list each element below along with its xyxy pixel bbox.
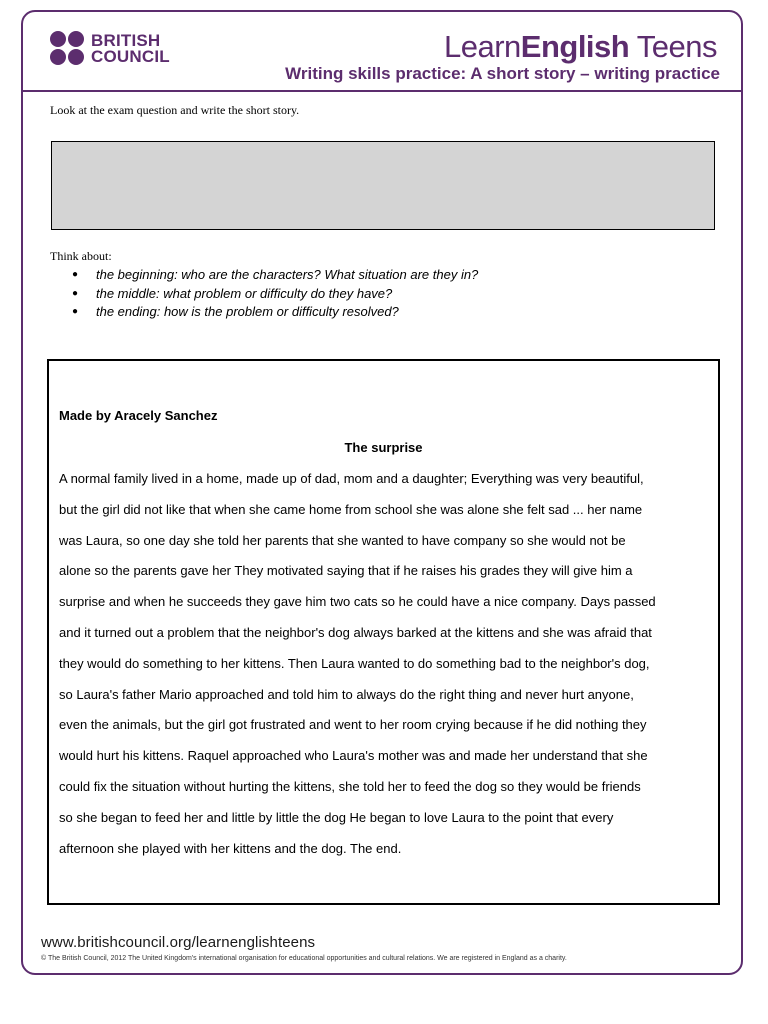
story-author: Made by Aracely Sanchez bbox=[59, 408, 218, 423]
instruction-text: Look at the exam question and write the short story. bbox=[50, 103, 300, 117]
bullet-icon: ● bbox=[72, 287, 79, 299]
bullet-icon: ● bbox=[72, 269, 79, 280]
story-line: so Laura's father Mario approached and told him to always do the right thing and never hurt anyone, bbox=[59, 686, 634, 702]
story-line: even the animals, but the girl got frustrated and went to her room crying because if he did nothing they bbox=[59, 717, 647, 733]
story-line: would hurt his kittens. Raquel approached who Laura's mother was and made her understand that she bbox=[59, 748, 648, 764]
story-line: afternoon she played with her kittens and the dog. The end. bbox=[59, 840, 402, 856]
logo-learn: Learn bbox=[443, 29, 521, 64]
header-divider bbox=[23, 90, 742, 92]
story-line: but the girl did not like that when she came home from school she was alone she felt sad ... her name bbox=[59, 501, 643, 517]
story-line: A normal family lived in a home, made up of dad, mom and a daughter; Everything was very beautiful, bbox=[59, 471, 644, 486]
british-council-line1: BRITISH bbox=[91, 30, 161, 50]
story-answer-box bbox=[47, 359, 720, 905]
british-council-logo bbox=[50, 31, 170, 66]
think-about-item bbox=[72, 285, 478, 304]
page-title: Writing skills practice: A short story – writing practice bbox=[285, 64, 720, 83]
think-about-item-text: the beginning: who are the characters? What situation are they in? bbox=[96, 267, 479, 282]
think-about-item bbox=[72, 266, 478, 285]
story-line: was Laura, so one day she told her parents that she wanted to have company so she would not be bbox=[59, 532, 626, 548]
story-line: surprise and when he succeeds they gave him two cats so he could have a nice company. Days passed bbox=[59, 594, 656, 610]
story-line: so she began to feed her and little by little the dog He began to love Laura to the point that every bbox=[59, 809, 614, 825]
think-about-item-text: the ending: how is the problem or difficulty resolved? bbox=[96, 304, 399, 319]
story-line: and it turned out a problem that the neighbor's dog always barked at the kittens and she was afraid that bbox=[59, 624, 652, 640]
bullet-icon: ● bbox=[72, 306, 79, 317]
learnenglish-teens-logo bbox=[444, 29, 717, 65]
logo-teens: Teens bbox=[629, 29, 717, 64]
exam-question-box bbox=[51, 141, 715, 230]
story-line: could fix the situation without hurting the kittens, she told her to feed the dog so they would be friends bbox=[59, 778, 641, 794]
story-title: The surprise bbox=[344, 440, 423, 455]
british-council-line2: COUNCIL bbox=[91, 46, 170, 66]
british-council-dots-icon bbox=[50, 31, 85, 66]
story-line: alone so the parents gave her They motivated saying that if he raises his grades they will give him a bbox=[59, 563, 633, 579]
think-about-item-text: the middle: what problem or difficulty do they have? bbox=[96, 285, 393, 301]
logo-english: English bbox=[520, 29, 630, 64]
footer-legal-text: © The British Council, 2012 The United Kingdom's international organisation for educational opportunities and cultural relations. We are registered in England as a charity. bbox=[41, 955, 567, 962]
think-about-list bbox=[72, 266, 478, 322]
story-body bbox=[59, 464, 719, 864]
story-line: they would do something to her kittens. Then Laura wanted to do something bad to the neighbor's dog, bbox=[59, 655, 650, 671]
footer-url[interactable]: www.britishcouncil.org/learnenglishteens bbox=[41, 934, 316, 951]
think-about-item bbox=[72, 303, 478, 322]
think-about-label: Think about: bbox=[50, 249, 112, 263]
british-council-wordmark bbox=[91, 30, 170, 66]
